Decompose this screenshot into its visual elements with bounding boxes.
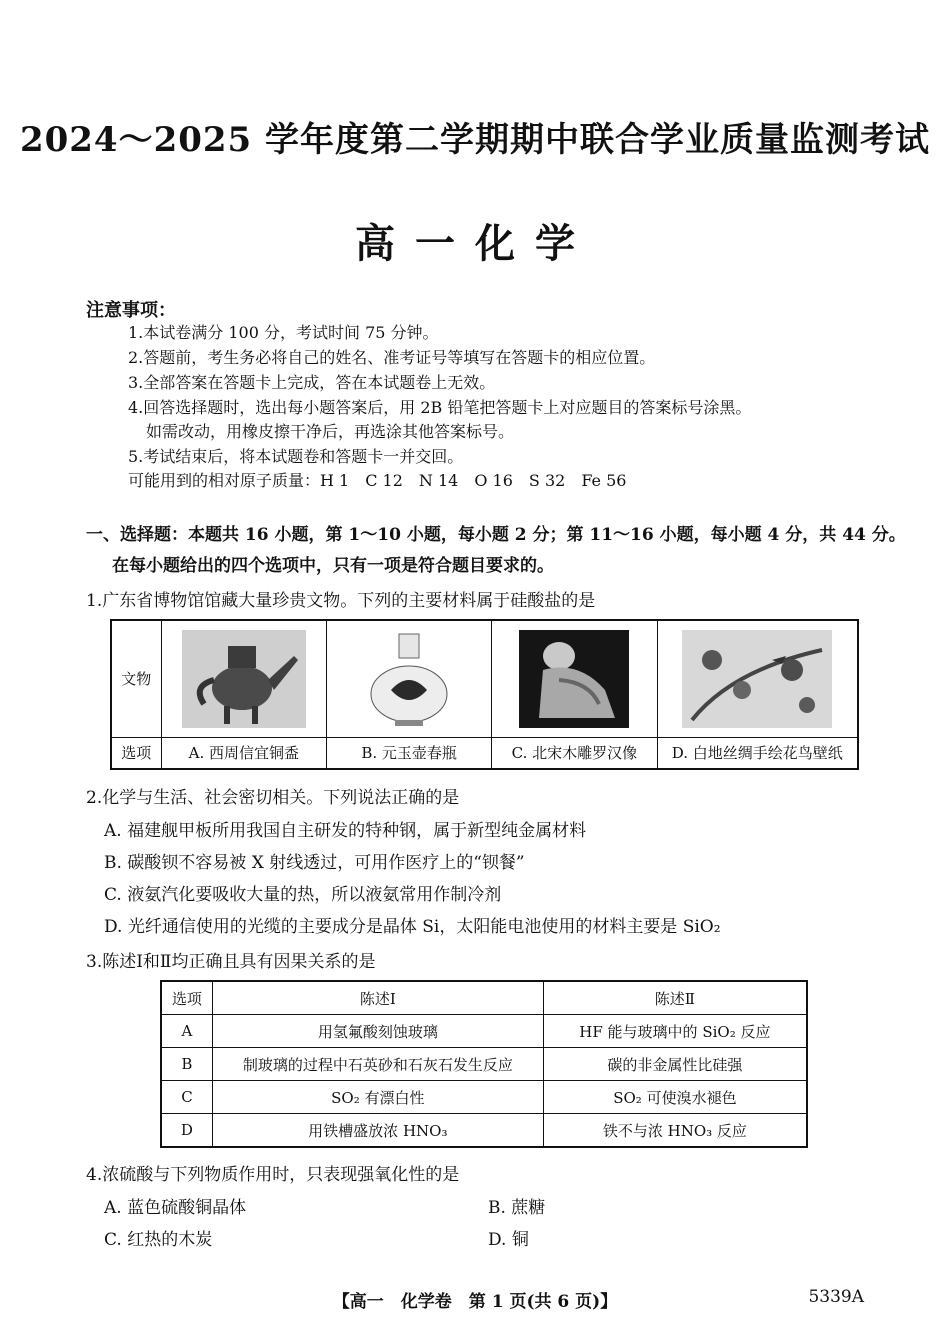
option-c: C. 北宋木雕罗汉像 xyxy=(492,737,657,769)
question-4-option-a: A. 蓝色硫酸铜晶体 xyxy=(104,1198,247,1218)
option-a: A. 西周信宜铜盉 xyxy=(161,737,327,769)
section-instruction: 在每小题给出的四个选项中，只有一项是符合题目要求的。 xyxy=(112,556,554,576)
question-2-option-a: A. 福建舰甲板所用我国自主研发的特种钢，属于新型纯金属材料 xyxy=(104,821,587,841)
artifact-image-bronze xyxy=(161,620,327,737)
artifact-image-vase xyxy=(327,620,492,737)
note-item: 4.回答选择题时，选出每小题答案后，用 2B 铅笔把答题卡上对应题目的答案标号涂黑。 xyxy=(128,398,752,417)
row-option: C xyxy=(161,1081,212,1114)
row-option: A xyxy=(161,1015,212,1048)
row-statement-1: 制玻璃的过程中石英砂和石灰石发生反应 xyxy=(212,1048,543,1081)
atomic-masses: 可能用到的相对原子质量：H 1 C 12 N 14 O 16 S 32 Fe 56 xyxy=(128,471,627,490)
exam-title: 2024～2025 学年度第二学期期中联合学业质量监测考试 xyxy=(19,120,931,160)
row-statement-2: 碳的非金属性比硅强 xyxy=(543,1048,807,1081)
section-heading: 一、选择题：本题共 16 小题，第 1～10 小题，每小题 2 分；第 11～16 小题，每小题 4 分，共 44 分。 xyxy=(86,525,906,545)
artifact-image-wallpaper xyxy=(657,620,858,737)
note-item: 如需改动，用橡皮擦干净后，再选涂其他答案标号。 xyxy=(146,422,515,441)
question-4-option-b: B. 蔗糖 xyxy=(488,1198,546,1218)
row-statement-2: SO₂ 可使溴水褪色 xyxy=(543,1081,807,1114)
paper-code: 5339A xyxy=(808,1287,864,1307)
option-b: B. 元玉壶春瓶 xyxy=(327,737,492,769)
question-2-stem: 2.化学与生活、社会密切相关。下列说法正确的是 xyxy=(86,788,460,808)
table-row xyxy=(161,1048,807,1081)
artifact-image-statue xyxy=(492,620,657,737)
row-option: D xyxy=(161,1114,212,1148)
question-3-stem: 3.陈述Ⅰ和Ⅱ均正确且具有因果关系的是 xyxy=(86,952,376,972)
row-label-option: 选项 xyxy=(111,737,161,769)
exam-subject: 高一化学 xyxy=(355,220,595,267)
question-1-stem: 1.广东省博物馆馆藏大量珍贵文物。下列的主要材料属于硅酸盐的是 xyxy=(86,591,596,611)
table-row xyxy=(161,1015,807,1048)
question-1-table xyxy=(110,619,859,770)
question-4-option-c: C. 红热的木炭 xyxy=(104,1230,213,1250)
bronze-vessel-image xyxy=(182,630,306,728)
header-statement-2: 陈述Ⅱ xyxy=(543,981,807,1015)
note-item: 5.考试结束后，将本试题卷和答题卡一并交回。 xyxy=(128,447,464,466)
porcelain-vase-image xyxy=(361,630,457,728)
row-statement-1: SO₂ 有漂白性 xyxy=(212,1081,543,1114)
row-statement-2: HF 能与玻璃中的 SiO₂ 反应 xyxy=(543,1015,807,1048)
option-d: D. 白地丝绸手绘花鸟壁纸 xyxy=(657,737,858,769)
row-statement-1: 用氢氟酸刻蚀玻璃 xyxy=(212,1015,543,1048)
page-footer: 【高一 化学卷 第 1 页(共 6 页)】 xyxy=(332,1292,618,1312)
table-row xyxy=(161,1081,807,1114)
row-statement-2: 铁不与浓 HNO₃ 反应 xyxy=(543,1114,807,1148)
silk-wallpaper-image xyxy=(682,630,832,728)
header-option: 选项 xyxy=(161,981,212,1015)
header-statement-1: 陈述Ⅰ xyxy=(212,981,543,1015)
note-item: 3.全部答案在答题卡上完成，答在本试题卷上无效。 xyxy=(128,373,496,392)
question-3-table xyxy=(160,980,808,1148)
wood-statue-image xyxy=(519,630,629,728)
row-option: B xyxy=(161,1048,212,1081)
question-4-option-d: D. 铜 xyxy=(488,1230,529,1250)
note-item: 1.本试卷满分 100 分，考试时间 75 分钟。 xyxy=(128,323,439,342)
question-4-stem: 4.浓硫酸与下列物质作用时，只表现强氧化性的是 xyxy=(86,1165,460,1185)
question-2-option-d: D. 光纤通信使用的光缆的主要成分是晶体 Si，太阳能电池使用的材料主要是 SiO₂ xyxy=(104,917,721,937)
notes-heading: 注意事项： xyxy=(86,300,176,321)
table-row xyxy=(161,1114,807,1148)
note-item: 2.答题前，考生务必将自己的姓名、准考证号等填写在答题卡的相应位置。 xyxy=(128,348,656,367)
row-label-artifact: 文物 xyxy=(111,620,161,737)
row-statement-1: 用铁槽盛放浓 HNO₃ xyxy=(212,1114,543,1148)
question-2-option-c: C. 液氨汽化要吸收大量的热，所以液氨常用作制冷剂 xyxy=(104,885,502,905)
question-2-option-b: B. 碳酸钡不容易被 X 射线透过，可用作医疗上的“钡餐” xyxy=(104,853,525,873)
